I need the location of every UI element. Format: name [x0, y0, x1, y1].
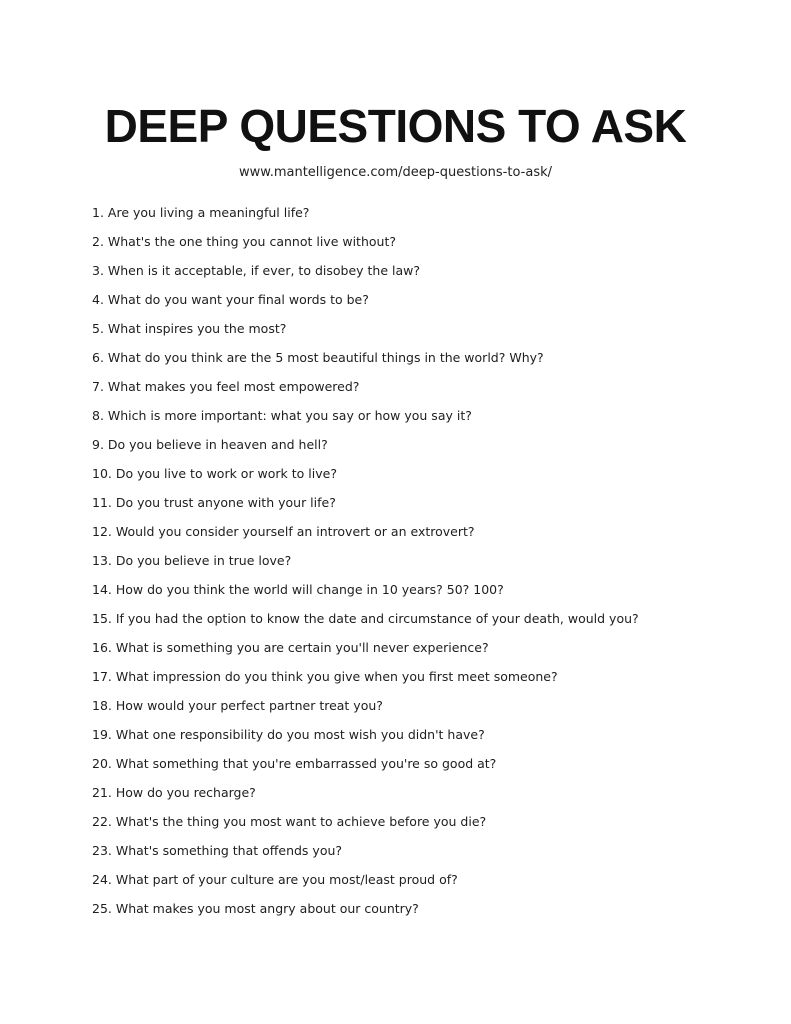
question-item: 13. Do you believe in true love?	[92, 553, 292, 568]
question-item: 7. What makes you feel most empowered?	[92, 379, 360, 394]
question-item: 9. Do you believe in heaven and hell?	[92, 437, 328, 452]
question-item: 18. How would your perfect partner treat you?	[92, 698, 383, 713]
question-item: 11. Do you trust anyone with your life?	[92, 495, 336, 510]
question-item: 10. Do you live to work or work to live?	[92, 466, 337, 481]
question-item: 20. What something that you're embarrassed you're so good at?	[92, 756, 497, 771]
question-item: 22. What's the thing you most want to achieve before you die?	[92, 814, 487, 829]
question-item: 3. When is it acceptable, if ever, to disobey the law?	[92, 263, 420, 278]
question-item: 25. What makes you most angry about our country?	[92, 901, 419, 916]
question-item: 6. What do you think are the 5 most beautiful things in the world? Why?	[92, 350, 544, 365]
question-list	[92, 203, 732, 928]
question-item: 1. Are you living a meaningful life?	[92, 205, 310, 220]
source-url: www.mantelligence.com/deep-questions-to-ask/	[239, 165, 552, 180]
page-title: DEEP QUESTIONS TO ASK	[104, 100, 687, 152]
question-item: 8. Which is more important: what you say or how you say it?	[92, 408, 472, 423]
question-item: 12. Would you consider yourself an introvert or an extrovert?	[92, 524, 475, 539]
question-item: 23. What's something that offends you?	[92, 843, 343, 858]
question-item: 21. How do you recharge?	[92, 785, 256, 800]
question-item: 19. What one responsibility do you most wish you didn't have?	[92, 727, 485, 742]
question-item: 16. What is something you are certain you'll never experience?	[92, 640, 489, 655]
question-item: 17. What impression do you think you give when you first meet someone?	[92, 669, 558, 684]
question-item: 14. How do you think the world will change in 10 years? 50? 100?	[92, 582, 504, 597]
question-item: 5. What inspires you the most?	[92, 321, 287, 336]
question-item: 24. What part of your culture are you most/least proud of?	[92, 872, 458, 887]
question-item: 4. What do you want your final words to be?	[92, 292, 369, 307]
question-item: 2. What's the one thing you cannot live without?	[92, 234, 396, 249]
question-item: 15. If you had the option to know the date and circumstance of your death, would you?	[92, 611, 639, 626]
